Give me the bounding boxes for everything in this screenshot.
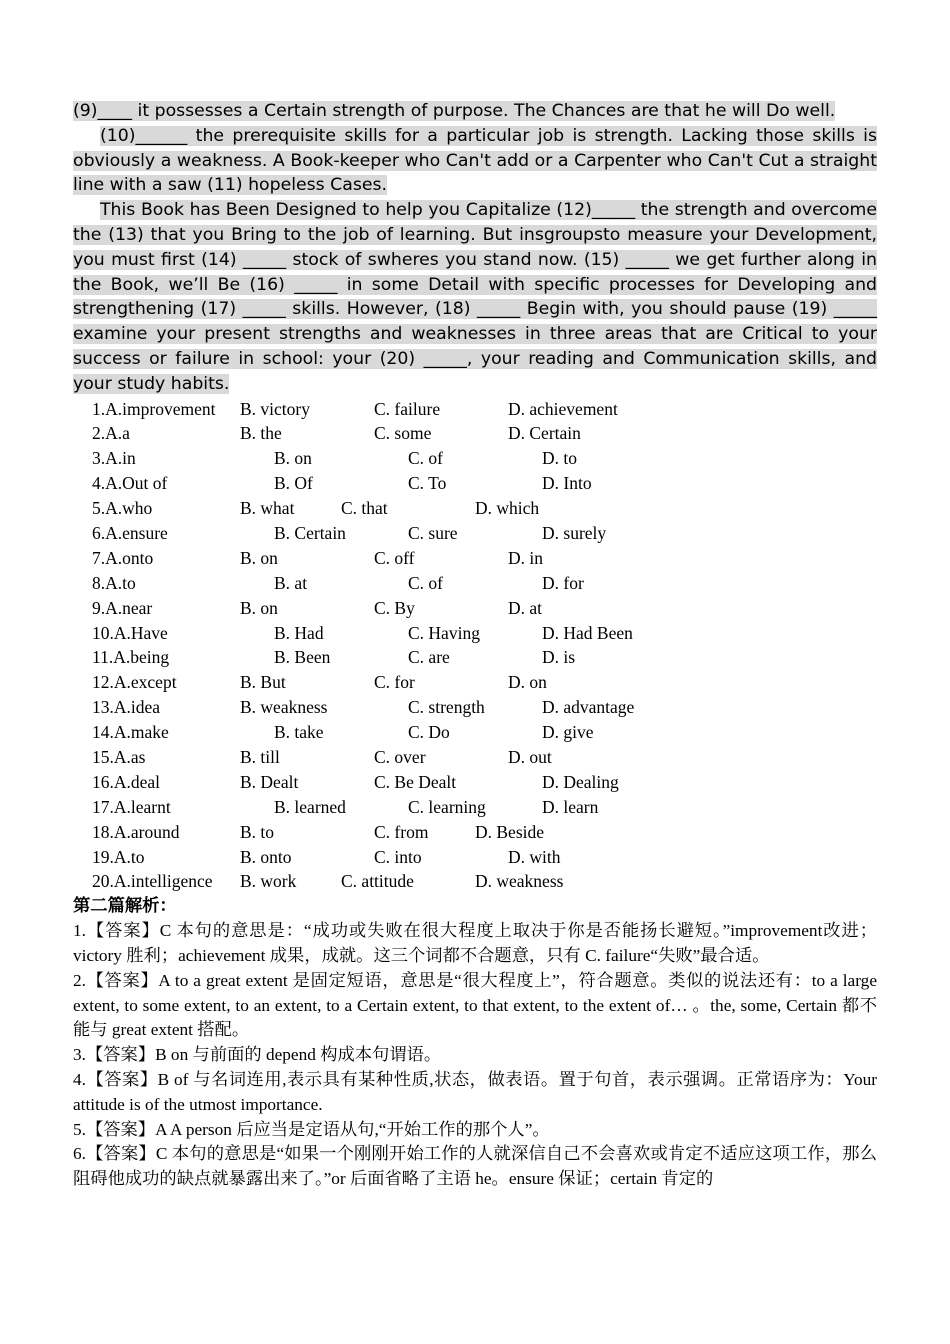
answer-options-list — [73, 397, 877, 895]
passage-paragraph-3 — [73, 198, 877, 396]
option-d: D. learn — [542, 796, 599, 817]
option-c: C. that — [341, 498, 388, 519]
option-row — [73, 695, 877, 720]
option-d: D. Certain — [508, 423, 581, 444]
option-row — [73, 496, 877, 521]
option-row — [73, 845, 877, 870]
passage-paragraph-2 — [73, 124, 877, 198]
option-b: B. Of — [274, 473, 313, 494]
passage-text: This Book has Been Designed to help you Capitalize (12)_____ the strength and overcome the (13) that you Bring to the job of learning. But insgroupsto measure your Development, you must first (14) _____ stock of swheres you stand now. (15) _____ we get further along in the Book, we’ll Be (16) _____ in some Detail with specific processes for Developing and strengthening (17) _____ skills. However, (18) _____ Begin with, you should pause (19) _____ examine your present strengths and weaknesses in three areas that are Critical to your success or failure in school: your (20) _____, your reading and Communication skills, and your study habits. — [73, 200, 877, 394]
analysis-item: 3.【答案】B on 与前面的 depend 构成本句谓语。 — [73, 1045, 442, 1065]
option-d: D. with — [508, 846, 561, 867]
option-d: D. advantage — [542, 697, 635, 718]
option-c: C. failure — [374, 398, 441, 419]
option-c: C. over — [374, 747, 426, 768]
option-d: D. to — [542, 448, 577, 469]
option-d: D. Had Been — [542, 622, 633, 643]
option-d: D. give — [542, 722, 594, 743]
option-b: B. at — [274, 572, 308, 593]
option-c: C. off — [374, 547, 415, 568]
passage-text: (10)______ the prerequisite skills for a particular job is strength. Lacking those skills is obviously a weakness. A Book-keeper who Can't add or a Carpenter who Can't Cut a straight line with a saw (11) hopeless Cases. — [73, 125, 877, 196]
option-b: B. on — [240, 597, 278, 618]
option-c: C. of — [408, 572, 443, 593]
analysis-item: 2.【答案】A to a great extent 是固定短语，意思是“很大程度上”，符合题意。类似的说法还有：to a large extent, to some extent, to an extent, to a Certain extent, to that extent, to the extent of… 。the, some, Certain 都不能与 great extent 搭配。 — [73, 970, 877, 1040]
option-c: C. strength — [408, 697, 485, 718]
option-row — [73, 621, 877, 646]
option-c: C. learning — [408, 796, 486, 817]
option-b: B. Certain — [274, 523, 346, 544]
option-d: D. which — [475, 498, 540, 519]
option-row — [73, 745, 877, 770]
option-row — [73, 720, 877, 745]
option-b: B. victory — [240, 398, 310, 419]
option-row — [73, 820, 877, 845]
option-d: D. is — [542, 647, 576, 668]
option-b: B. learned — [274, 796, 346, 817]
option-c: C. Be Dealt — [374, 771, 457, 792]
analysis-item: 5.【答案】A A person 后应当是定语从句,“开始工作的那个人”。 — [73, 1119, 550, 1139]
option-b: B. weakness — [240, 697, 328, 718]
option-c: C. Having — [408, 622, 480, 643]
option-d: D. achievement — [508, 398, 618, 419]
option-d: D. at — [508, 597, 543, 618]
option-a: 3.A.in — [92, 448, 136, 469]
option-d: D. Into — [542, 473, 592, 494]
option-c: C. By — [374, 597, 415, 618]
document-page — [73, 99, 877, 1192]
option-a: 4.A.Out of — [92, 473, 168, 494]
option-c: C. are — [408, 647, 450, 668]
option-a: 2.A.a — [92, 423, 130, 444]
option-a: 15.A.as — [92, 747, 146, 768]
option-b: B. on — [274, 448, 312, 469]
option-b: B. Dealt — [240, 771, 299, 792]
analysis-section — [73, 894, 877, 1192]
cloze-passage — [73, 99, 877, 397]
option-b: B. what — [240, 498, 295, 519]
analysis-item: 1.【答案】C 本句的意思是：“成功或失败在很大程度上取决于你是否能扬长避短。”improvement改进；victory 胜利；achievement 成果，成就。这三个词都不合题意，只有 C. failure“失败”最合适。 — [73, 921, 877, 965]
option-row — [73, 596, 877, 621]
option-c: C. from — [374, 821, 429, 842]
option-row — [73, 521, 877, 546]
option-a: 12.A.except — [92, 672, 177, 693]
option-a: 19.A.to — [92, 846, 145, 867]
option-row — [73, 397, 877, 422]
option-a: 1.A.improvement — [92, 398, 216, 419]
option-a: 13.A.idea — [92, 697, 161, 718]
option-a: 6.A.ensure — [92, 523, 168, 544]
option-b: B. But — [240, 672, 286, 693]
option-d: D. weakness — [475, 871, 564, 892]
passage-text: (9)____ it possesses a Certain strength of purpose. The Chances are that he will Do well. — [73, 101, 836, 121]
analysis-item: 6.【答案】C 本句的意思是“如果一个刚刚开始工作的人就深信自己不会喜欢或肯定不适应这项工作，那么阻碍他成功的缺点就暴露出来了。”or 后面省略了主语 he。ensure 保证；certain 肯定的 — [73, 1144, 877, 1189]
option-a: 10.A.Have — [92, 622, 168, 643]
option-row — [73, 869, 877, 894]
option-a: 8.A.to — [92, 572, 136, 593]
option-b: B. till — [240, 747, 280, 768]
option-c: C. attitude — [341, 871, 414, 892]
option-c: C. To — [408, 473, 447, 494]
option-a: 7.A.onto — [92, 547, 154, 568]
option-row — [73, 795, 877, 820]
analysis-heading: 第二篇解析： — [73, 896, 177, 916]
option-b: B. Had — [274, 622, 324, 643]
option-c: C. some — [374, 423, 432, 444]
option-d: D. surely — [542, 523, 607, 544]
option-c: C. into — [374, 846, 422, 867]
option-c: C. of — [408, 448, 443, 469]
option-b: B. onto — [240, 846, 292, 867]
option-b: B. to — [240, 821, 275, 842]
analysis-item: 4.【答案】B of 与名词连用,表示具有某种性质,状态，做表语。置于句首，表示强调。正常语序为：Your attitude is of the utmost importance. — [73, 1069, 877, 1114]
option-d: D. on — [508, 672, 547, 693]
option-d: D. in — [508, 547, 543, 568]
option-row — [73, 770, 877, 795]
option-row — [73, 421, 877, 446]
option-a: 16.A.deal — [92, 771, 161, 792]
option-row — [73, 571, 877, 596]
option-a: 20.A.intelligence — [92, 871, 213, 892]
option-row — [73, 446, 877, 471]
option-b: B. take — [274, 722, 324, 743]
option-row — [73, 471, 877, 496]
option-b: B. work — [240, 871, 297, 892]
option-c: C. Do — [408, 722, 450, 743]
option-d: D. out — [508, 747, 552, 768]
option-a: 14.A.make — [92, 722, 169, 743]
option-d: D. for — [542, 572, 584, 593]
option-b: B. Been — [274, 647, 331, 668]
option-a: 18.A.around — [92, 821, 180, 842]
option-a: 5.A.who — [92, 498, 153, 519]
option-a: 17.A.learnt — [92, 796, 171, 817]
option-b: B. on — [240, 547, 278, 568]
option-row — [73, 645, 877, 670]
option-d: D. Beside — [475, 821, 545, 842]
option-row — [73, 546, 877, 571]
option-d: D. Dealing — [542, 771, 619, 792]
option-a: 9.A.near — [92, 597, 153, 618]
passage-paragraph-1 — [73, 99, 877, 124]
option-b: B. the — [240, 423, 282, 444]
option-c: C. for — [374, 672, 415, 693]
option-row — [73, 670, 877, 695]
option-a: 11.A.being — [92, 647, 170, 668]
option-c: C. sure — [408, 523, 458, 544]
